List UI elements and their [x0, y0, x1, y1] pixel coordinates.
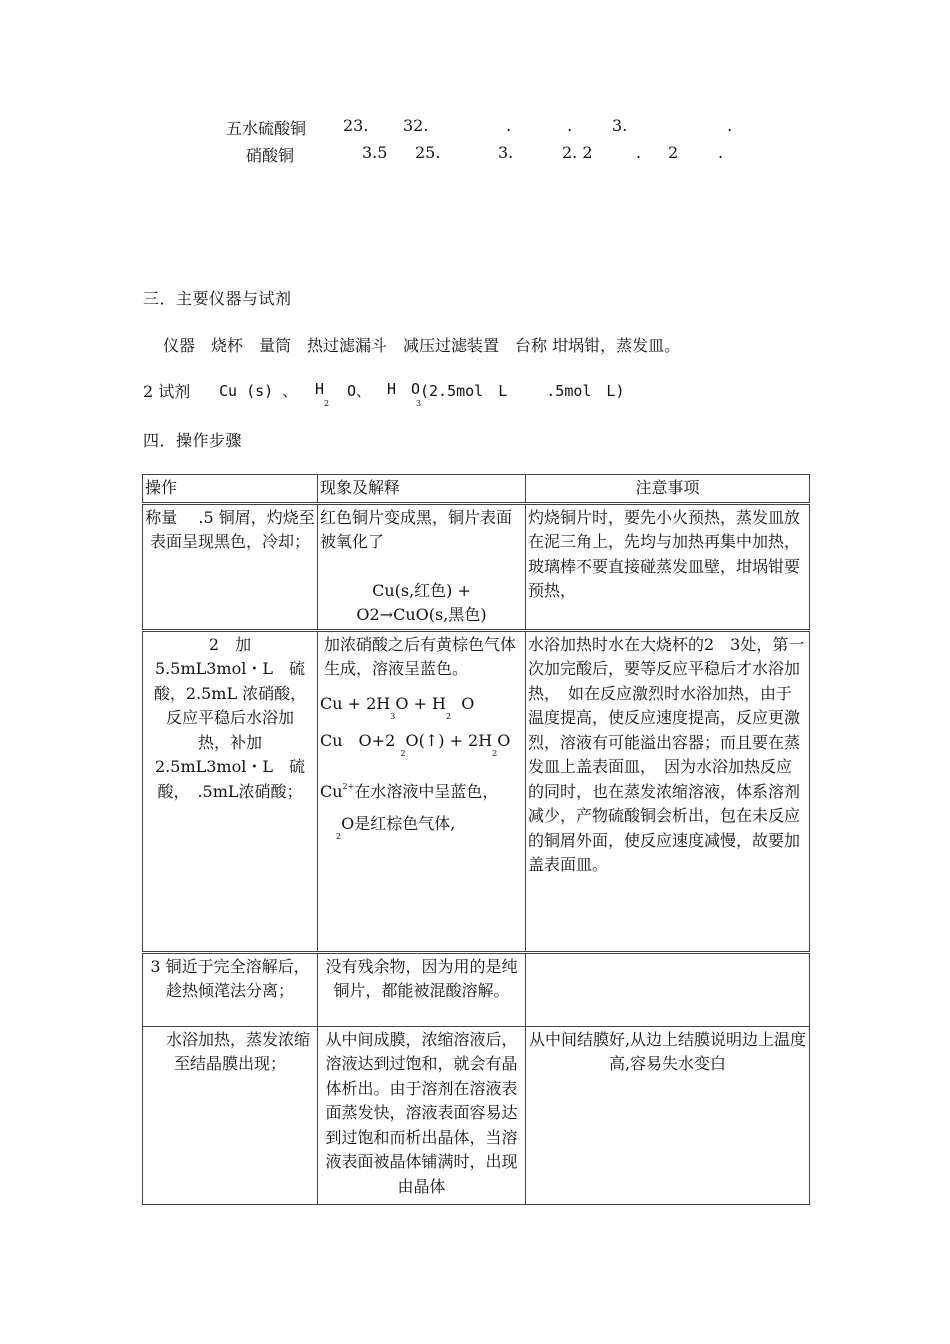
gas-line — [320, 812, 523, 850]
subscript: 2 — [336, 832, 342, 841]
value-cell: 2. 2 — [562, 143, 593, 162]
table-row — [143, 952, 810, 1026]
operation-line: 热，补加 — [197, 732, 262, 752]
value-cell: 3. — [612, 116, 628, 135]
operation-cell — [143, 630, 318, 952]
operation-line: 酸，2.5mL 浓硝酸， — [153, 683, 307, 703]
eq-part: O(↑) + 2H — [405, 731, 493, 750]
spacer — [320, 767, 523, 775]
equation-line — [320, 729, 523, 767]
subscript: 2 — [492, 749, 498, 758]
notes-cell: 从中间结膜好,从边上结膜说明边上温度高,容易失水变白 — [526, 1026, 810, 1204]
header-notes: 注意事项 — [526, 475, 810, 504]
operation-cell: 称量 .5 铜屑，灼烧至表面呈现黑色，冷却； — [143, 503, 318, 630]
value-cell: 32. — [403, 116, 429, 135]
equation-line — [320, 692, 523, 730]
phenomenon-text: 红色铜片变成黑，铜片表面被氧化了 — [320, 507, 513, 551]
value-cell: 25. — [415, 143, 441, 162]
equation-line: Cu(s,红色) + — [372, 580, 471, 600]
operation-line: 5.5mL3mol・L 硫 — [155, 659, 305, 678]
operation-line: 酸， .5mL浓硝酸； — [157, 781, 303, 801]
eq-part: 在水溶液中呈蓝色， — [354, 781, 499, 801]
value-cell: . — [718, 143, 724, 162]
operation-line: 2.5mL3mol・L 硫 — [155, 757, 305, 776]
phenomenon-cell — [318, 503, 526, 630]
reagent-o1: O、 — [347, 382, 372, 400]
table-row — [143, 503, 810, 630]
notes-cell: 水浴加热时水在大烧杯的2 3处，第一次加完酸后，要等反应平稳后才水浴加热， 如在反应激烈时水浴加热，由于温度提高，使反应速度提高，反应更激烈，溶液有可能溢出容器；而且要在蒸发皿上盖表面皿， 因为水浴加热反应的同时，也在蒸发浓缩溶液，体系溶剂减少，产物硫酸铜会析出，包在未反应的铜屑外面，使反应速度减慢，故要加盖表面皿。 — [526, 630, 810, 952]
solubility-row-1 — [0, 116, 950, 146]
subscript: 2 — [324, 399, 330, 408]
phenomenon-cell: 从中间成膜，浓缩溶液后，溶液达到过饱和，就会有晶体析出。由于溶剂在溶液表面蒸发快，溶液表面容易达到过饱和而析出晶体，当溶液表面被晶体铺满时，出现由晶体 — [318, 1026, 526, 1204]
reagent-h2: H — [387, 380, 397, 398]
operation-line: 反应平稳后水浴加 — [165, 708, 294, 727]
eq-part: O是红棕色气体, — [341, 814, 456, 833]
value-cell: 3. — [498, 143, 514, 162]
header-phenomenon: 现象及解释 — [318, 475, 526, 504]
reagent-concentrations: (2.5mol L .5mol L) — [420, 382, 625, 400]
spacer — [320, 555, 523, 579]
table-row — [143, 1026, 810, 1204]
procedure-table — [142, 474, 810, 1205]
table-row — [143, 630, 810, 952]
notes-cell: 灼烧铜片时，要先小火预热，蒸发皿放在泥三角上，先均与加热再集中加热，玻璃棒不要直接碰蒸发皿壁，坩埚钳要预热， — [526, 503, 810, 630]
reagent-h1: H — [315, 380, 325, 398]
phenomenon-cell — [318, 630, 526, 952]
notes-cell — [526, 952, 810, 1026]
value-cell: . — [506, 116, 512, 135]
subscript: 3 — [416, 399, 422, 408]
eq-part: Cu O+2 — [320, 731, 396, 750]
superscript: 2+ — [342, 781, 355, 791]
eq-part: Cu + 2H — [320, 693, 391, 713]
ion-line — [320, 775, 523, 805]
operation-cell: 3 铜近于完全溶解后，趁热倾滗法分离； — [143, 952, 318, 1026]
operation-cell: 水浴加热，蒸发浓缩至结晶膜出现； — [143, 1026, 318, 1204]
phenomenon-text: 加浓硝酸之后有黄棕色气体生成，溶液呈蓝色。 — [324, 634, 517, 678]
reagent-o2: O — [411, 380, 421, 398]
instruments-line: 仪器 烧杯 量筒 热过滤漏斗 减压过滤装置 台称 坩埚钳，蒸发皿。 — [163, 336, 681, 355]
subscript: 2 — [400, 749, 406, 758]
value-cell: 2 — [668, 143, 679, 162]
reagents-line — [143, 379, 743, 409]
solubility-row-2 — [0, 143, 950, 173]
phenomenon-cell: 没有残余物，因为用的是纯铜片，都能被混酸溶解。 — [318, 952, 526, 1026]
operation-line: 2 加 — [208, 634, 252, 654]
row-label: 五水硫酸铜 — [226, 119, 307, 138]
reagents-prefix: 2 试剂 — [143, 382, 191, 401]
section-4-title: 四．操作步骤 — [143, 431, 243, 450]
value-cell: 3.5 — [362, 143, 388, 162]
subscript: 3 — [390, 711, 396, 721]
value-cell: . — [727, 116, 733, 135]
subscript: 2 — [446, 711, 452, 721]
table-header-row — [143, 475, 810, 504]
row-label: 硝酸铜 — [246, 146, 295, 165]
eq-part: O — [497, 731, 511, 750]
section-3-title: 三．主要仪器与试剂 — [143, 289, 292, 308]
value-cell: 23. — [343, 116, 369, 135]
eq-part: Cu — [320, 781, 343, 801]
spacer — [320, 804, 523, 812]
eq-part: O — [461, 693, 475, 713]
value-cell: . — [567, 116, 573, 135]
reagent-cu: Cu (s) 、 — [219, 382, 298, 400]
equation-line: O2→CuO(s,黑色) — [356, 605, 487, 624]
header-operation: 操作 — [143, 475, 318, 504]
spacer — [320, 682, 523, 692]
value-cell: . — [636, 143, 642, 162]
eq-part: O + H — [395, 693, 447, 713]
